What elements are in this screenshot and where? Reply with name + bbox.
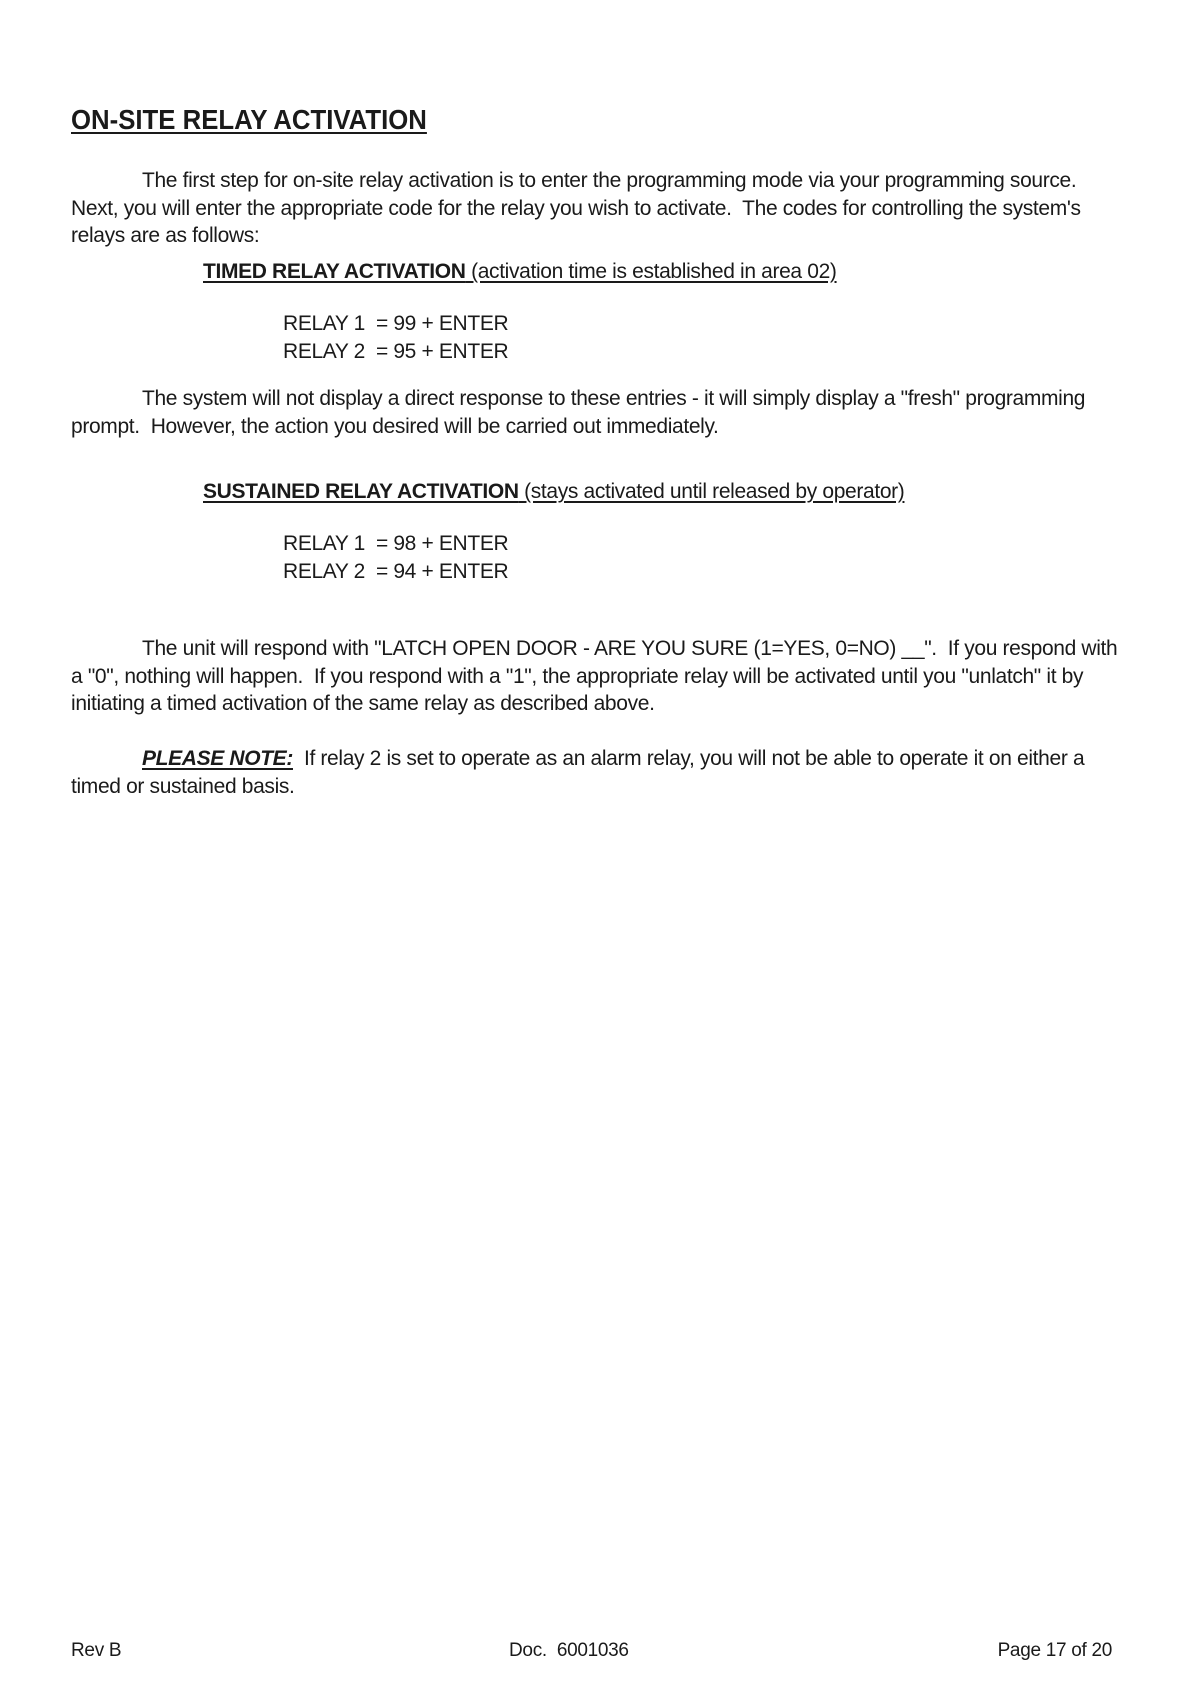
footer-page-number: Page 17 of 20 <box>997 1640 1112 1661</box>
footer-document-number: Doc. 6001036 <box>509 1640 629 1661</box>
timed-section-heading <box>203 258 837 286</box>
please-note-label: PLEASE NOTE: <box>142 747 293 770</box>
sustained-code-list <box>283 530 508 585</box>
sustained-note-paragraph: The unit will respond with "LATCH OPEN DOOR - ARE YOU SURE (1=YES, 0=NO) __". If you respond with a "0", nothing will happen. If you respond with a "1", the appropriate relay will be activated until you "unlatch" it by initiating a timed activation of the same relay as described above. <box>71 637 1123 715</box>
sustained-section-heading <box>203 478 904 506</box>
please-note-paragraph <box>71 745 1121 800</box>
timed-note-paragraph: The system will not display a direct response to these entries - it will simply display a "fresh" programming prompt. However, the action you desired will be carried out immediately. <box>71 387 1091 438</box>
footer-revision: Rev B <box>71 1640 122 1661</box>
page-title: ON-SITE RELAY ACTIVATION <box>71 104 427 135</box>
timed-code-list <box>283 310 508 365</box>
list-item: RELAY 2 = 95 + ENTER <box>283 339 509 363</box>
please-note-text: If relay 2 is set to operate as an alarm relay, you will not be able to operate it on either a timed or sustained basis. <box>71 747 1090 798</box>
timed-section-title: TIMED RELAY ACTIVATION <box>203 260 466 283</box>
list-item: RELAY 1 = 99 + ENTER <box>283 312 509 335</box>
intro-paragraph: The first step for on-site relay activation is to enter the programming mode via your programming source. Next, you will enter the appropriate code for the relay you wish to activate. The codes for controlling the system's relays are as follows: <box>71 169 1088 247</box>
list-item: RELAY 2 = 94 + ENTER <box>283 559 509 583</box>
timed-section-subtitle: (activation time is established in area 02) <box>465 260 837 283</box>
sustained-section-subtitle: (stays activated until released by operator) <box>518 480 905 503</box>
list-item: RELAY 1 = 98 + ENTER <box>283 532 509 555</box>
sustained-section-title: SUSTAINED RELAY ACTIVATION <box>203 480 519 503</box>
